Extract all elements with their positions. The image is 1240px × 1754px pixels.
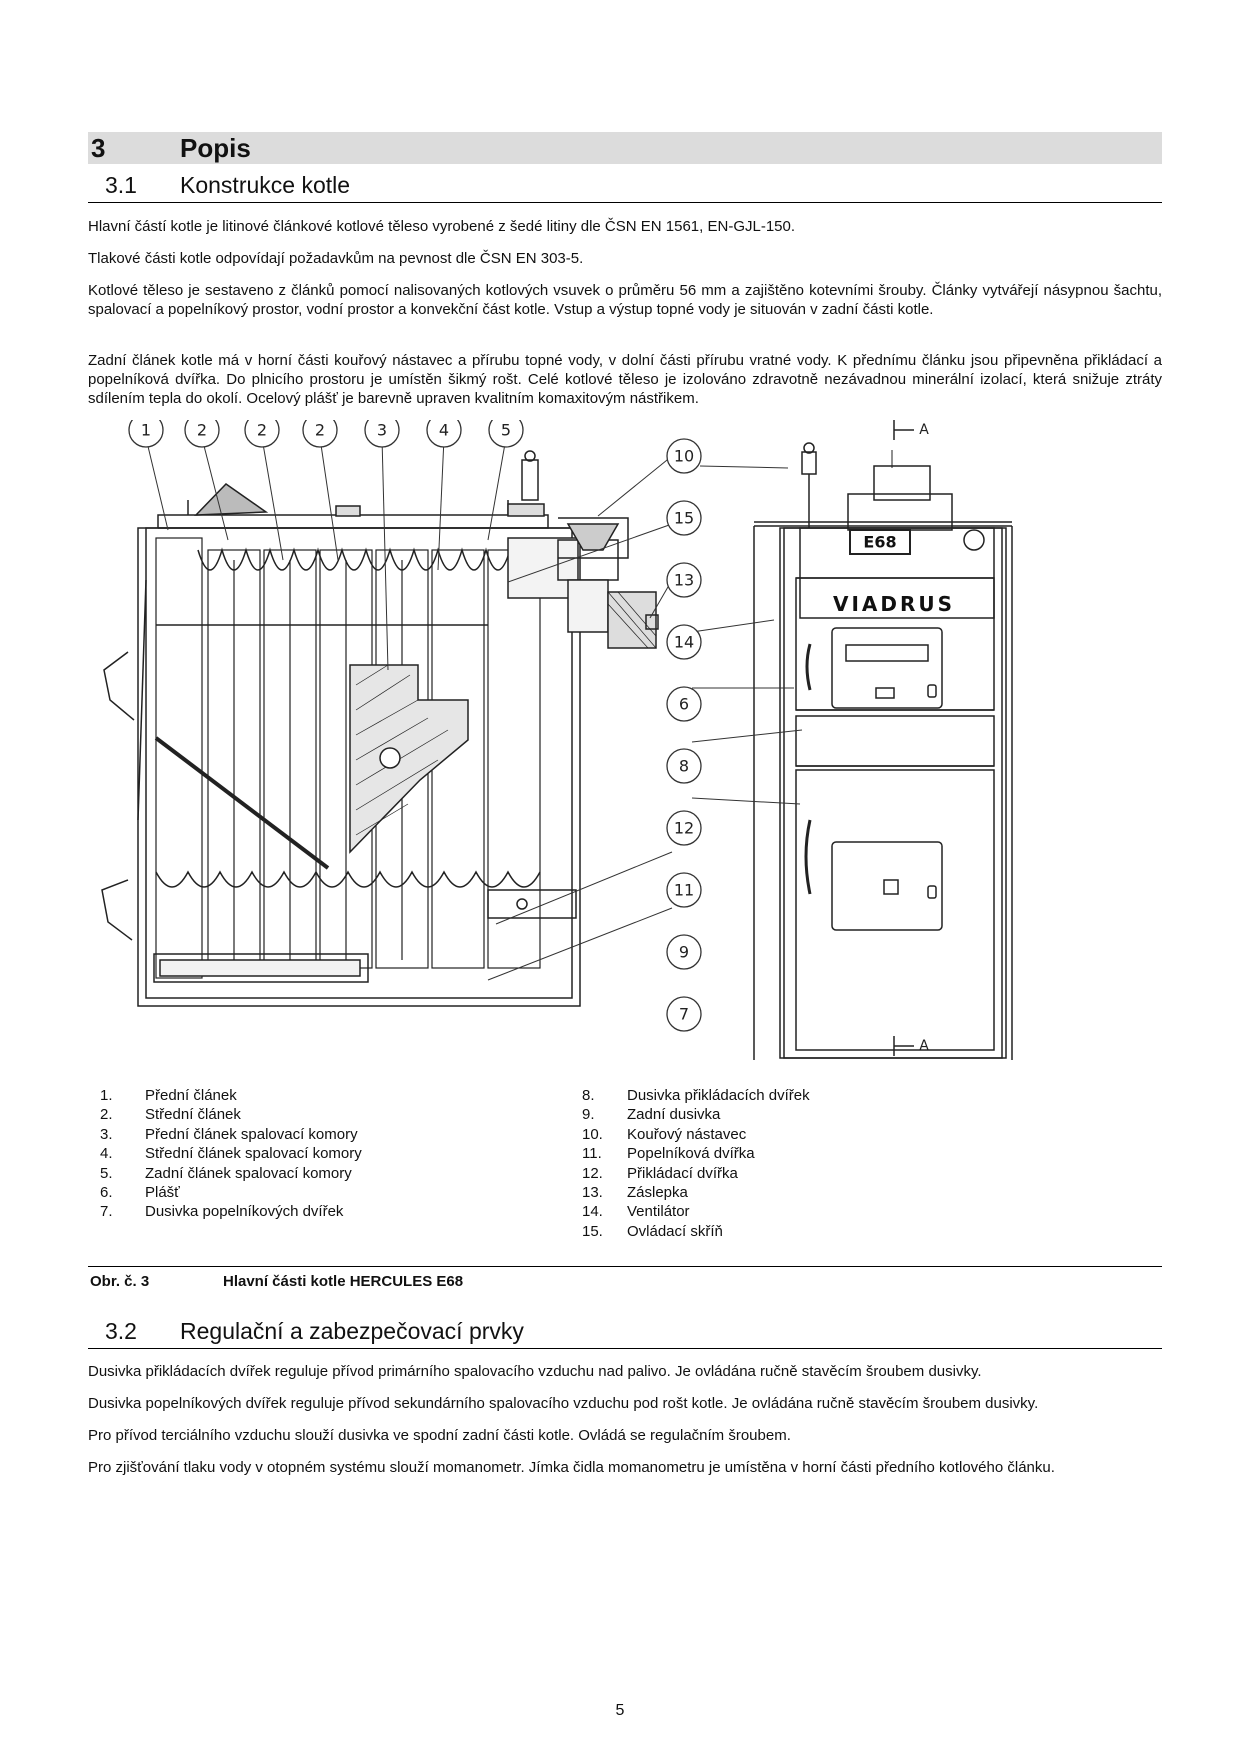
callout-6: [667, 687, 701, 721]
subsection-heading-3-1: [88, 172, 1162, 203]
svg-text:8: 8: [678, 756, 690, 776]
svg-text:13: 13: [673, 570, 695, 590]
callout-2c: [303, 420, 337, 447]
boiler-drawing: [88, 420, 1162, 1072]
svg-text:14: 14: [673, 632, 695, 652]
figure-caption: [88, 1266, 1162, 1290]
svg-text:12: 12: [673, 818, 695, 838]
paragraph: Pro přívod terciálního vzduchu slouží dusivka ve spodní zadní části kotle. Ovládá se regulačním šroubem.: [88, 1427, 791, 1444]
callout-15: [667, 501, 701, 535]
paragraph: Pro zjišťování tlaku vody v otopném systému slouží momanometr. Jímka čidla momanometru je umístěna v horní části předního kotlového článku.: [88, 1459, 1055, 1476]
paragraph: Hlavní částí kotle je litinové článkové kotlové těleso vyrobené z šedé litiny dle ČSN EN 1561, EN-GJL-150.: [88, 218, 796, 235]
boiler-figure: [88, 420, 1162, 1072]
paragraph: Dusivka popelníkových dvířek reguluje přívod sekundárního spalovacího vzduchu pod rošt kotle. Je ovládána ručně stavěcím šroubem dusivky.: [88, 1395, 1039, 1412]
svg-text:2: 2: [256, 420, 268, 440]
callout-2b: [245, 420, 279, 447]
subsection-title: Konstrukce kotle: [180, 172, 351, 198]
subsection-heading-3-2: [88, 1318, 1162, 1349]
svg-text:11: 11: [673, 880, 695, 900]
callout-1: [129, 420, 163, 447]
section-title: Popis: [180, 133, 251, 163]
callout-11: [667, 873, 701, 907]
callout-7: [667, 997, 701, 1031]
section-marker-top: A: [919, 422, 929, 438]
callout-8: [667, 749, 701, 783]
caption-label: Obr. č. 3: [90, 1273, 150, 1290]
callout-10: [667, 439, 701, 473]
paragraph: Tlakové části kotle odpovídají požadavkům na pevnost dle ČSN EN 303-5.: [88, 250, 584, 267]
callout-4: [427, 420, 461, 447]
front-view: [754, 420, 1012, 1060]
nameplate-label: E68: [863, 532, 897, 552]
svg-text:10: 10: [673, 446, 695, 466]
paragraph: Kotlové těleso je sestaveno z článků pomocí nalisovaných kotlových vsuvek o průměru 56 mm a zajištěno kotevními šrouby. Články vytvářejí násypnou šachtu, spalovací a popelníkový prostor, vodní prostor a konvekční část kotle. Vstup a výstup topné vody je situován v zadní části kotle.: [88, 282, 1162, 318]
svg-text:7: 7: [678, 1004, 690, 1024]
svg-text:9: 9: [678, 942, 690, 962]
brand-label: VIADRUS: [832, 592, 956, 616]
svg-text:4: 4: [438, 420, 450, 440]
callout-3: [365, 420, 399, 447]
callout-9: [667, 935, 701, 969]
caption-text: Hlavní části kotle HERCULES E68: [223, 1273, 464, 1290]
section-heading: [88, 132, 1162, 164]
callout-13: [667, 563, 701, 597]
page-number: 5: [615, 1702, 625, 1719]
paragraph: Zadní článek kotle má v horní části kouřový nástavec a přírubu topné vody, v dolní části přírubu vratné vody. K přednímu článku jsou připevněna přikládací a popelníková dvířka. Do plnicího prostoru je umístěn šikmý rošt. Celé kotlové těleso je izolováno zdravotně nezávadnou minerální izolací, která snižuje ztráty sdílením tepla do okolí. Ocelový plášť je barevně upraven kvalitním komaxitovým nástřikem.: [88, 352, 1162, 407]
page: 3 Popis 3.1 Konstrukce kotle Hlavní částí kotle je litinové článkové kotlové těleso vyrobené z šedé litiny dle ČSN EN 1561, EN-GJL-150. Tlakové části kotle odpovídají požadavkům na pevnost dle ČSN EN 303-5. Kotlové těleso je sestaveno z článků pomocí nalisovaných kotlových vsuvek o průměru 56 mm a zajištěno kotevními šrouby. Články vytvářejí násypnou šachtu, spalovací a popelníkový prostor, vodní prostor a konvekční část kotle. Vstup a výstup topné vody je situován v zadní části kotle. Zadní článek kotle má v horní části kouřový nástavec a přírubu topné vody, v dolní části přírubu vratné vody. K přednímu článku jsou připevněna přikládací a popelníková dvířka. Do plnicího prostoru je umístěn šikmý rošt. Celé kotlové těleso je izolováno zdravotně nezávadnou minerální izolací, která snižuje ztráty sdílením tepla do okolí. Ocelový plášť je barevně upraven kvalitním komaxitovým nástřikem. E68 VIADRUS A A 1 2 2 2 3 4 5 10 15 13 14 6 8 12 11 9 7 1. Přední článek 2. Střední článek 3. Přední článek spalovací komory 4. Střední článek spalovací komory 5. Zadní článek spalovací komory 6. Plášť 7. Dusivka popelníkových dvířek 8. Dusivka přikládacích dvířek 9. Zadní dusivka 10. Kouřový nástavec 11. Popelníková dvířka 12. Přikládací dvířka 13. Záslepka 14. Ventilátor 15. Ovládací skříň Obr. č. 3 Hlavní části kotle HERCULES E68 3.2 Regulační a zabezpečovací prvky Dusivka přikládacích dvířek reguluje přívod primárního spalovacího vzduchu nad palivo. Je ovládána ručně stavěcím šroubem dusivky. Dusivka popelníkových dvířek reguluje přívod sekundárního spalovacího vzduchu pod rošt kotle. Je ovládána ručně stavěcím šroubem dusivky. Pro přívod terciálního vzduchu slouží dusivka ve spodní zadní části kotle. Ovládá se regulačním šroubem. Pro zjišťování tlaku vody v otopném systému slouží momanometr. Jímka čidla momanometru je umístěna v horní části předního kotlového článku. 5: [0, 0, 1240, 1754]
section-marker-bottom: A: [919, 1038, 929, 1054]
svg-text:15: 15: [673, 508, 695, 528]
paragraph: Dusivka přikládacích dvířek reguluje přívod primárního spalovacího vzduchu nad palivo. Je ovládána ručně stavěcím šroubem dusivky.: [88, 1363, 982, 1380]
callout-12: [667, 811, 701, 845]
leader-lines: [146, 438, 802, 980]
callout-2a: [185, 420, 219, 447]
callout-5: [489, 420, 523, 447]
svg-text:5: 5: [500, 420, 512, 440]
svg-text:3: 3: [376, 420, 388, 440]
callouts-side: [667, 439, 701, 1031]
subsection-title: Regulační a zabezpečovací prvky: [180, 1318, 524, 1344]
svg-text:2: 2: [314, 420, 326, 440]
section-number: 3: [91, 133, 106, 163]
callout-14: [667, 625, 701, 659]
svg-text:1: 1: [140, 420, 152, 440]
callouts-section: [129, 420, 523, 447]
subsection-number: 3.1: [105, 172, 137, 198]
svg-text:2: 2: [196, 420, 208, 440]
section-view: [102, 451, 658, 1006]
subsection-number: 3.2: [105, 1318, 137, 1344]
svg-text:6: 6: [678, 694, 690, 714]
